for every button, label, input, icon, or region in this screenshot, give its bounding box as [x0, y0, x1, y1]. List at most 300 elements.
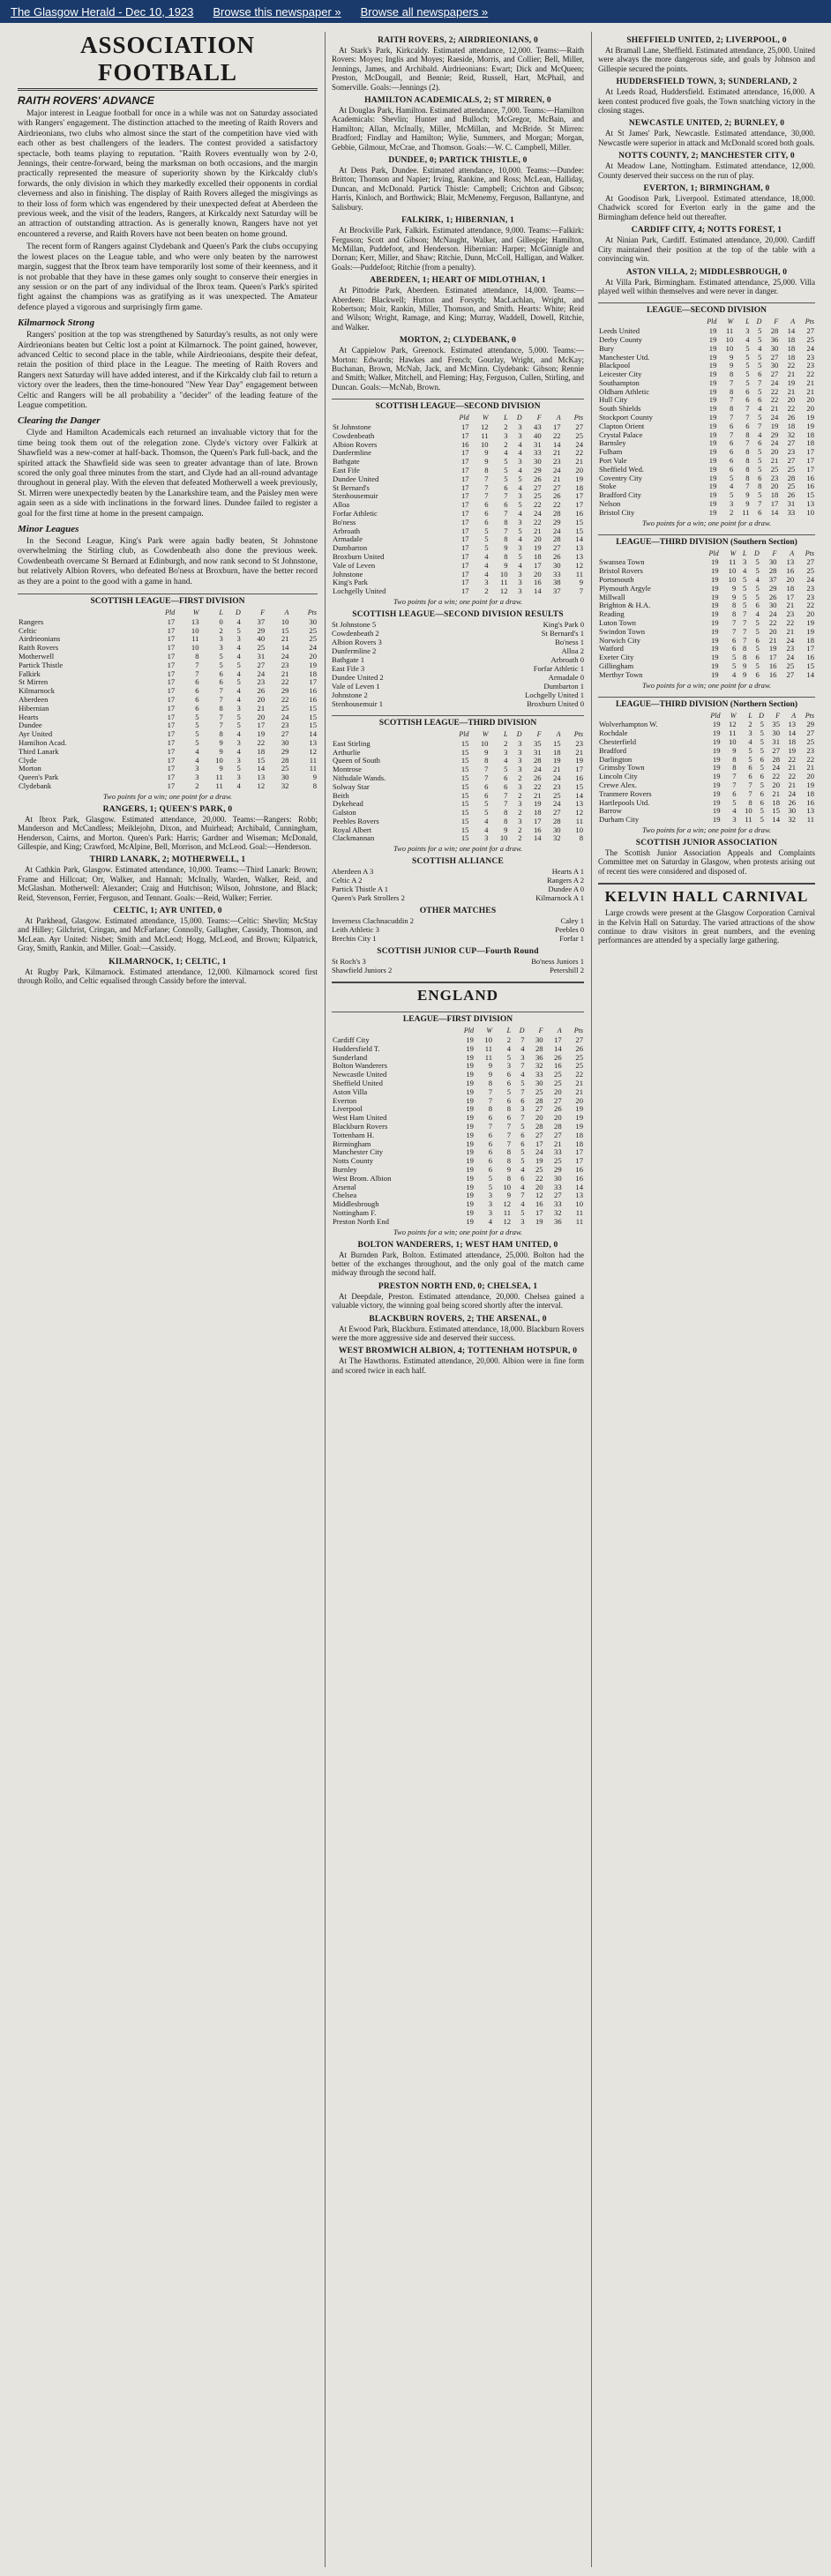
table-cell: Raith Rovers	[19, 643, 59, 653]
table-cell: Oldham Athletic	[599, 386, 650, 396]
table-cell: 5	[758, 386, 762, 396]
table-cell: 10	[728, 566, 737, 576]
table-header-cell: A	[790, 549, 795, 557]
table-cell: 30	[768, 557, 777, 567]
table-cell: 28	[533, 756, 542, 765]
table-cell: 17	[460, 500, 469, 510]
table-cell: 17	[167, 712, 176, 721]
table-cell: 10	[484, 1035, 493, 1045]
fixture-team: Broxburn United 0	[527, 698, 584, 708]
table-cell: 24	[770, 377, 779, 387]
table-cell: 7	[745, 404, 750, 414]
table-cell: 9	[742, 669, 747, 679]
table-cell: Birmingham	[333, 1139, 371, 1148]
table-cell: 5	[758, 334, 762, 344]
table-cell: 10	[728, 736, 737, 746]
table-cell: 19	[768, 644, 777, 653]
fixture-row	[332, 934, 584, 943]
fixtures-heading: SCOTTISH JUNIOR CUP—Fourth Round	[377, 947, 539, 957]
table-cell: 8	[504, 534, 508, 544]
table-cell: 33	[535, 1070, 543, 1079]
table-row	[598, 388, 815, 397]
table-header-cell: D	[759, 711, 764, 720]
fixtures-list	[332, 620, 584, 708]
table-cell: 26	[787, 413, 796, 422]
table-cell: 6	[729, 447, 734, 457]
match-report: At Ibrox Park, Glasgow. Estimated attendance, 20,000. Teams:—Rangers: Robb; Manderson and McCandless; Meiklejohn, Dixon, and Muirhead; Archibald, Cunningham, Henderson, Cairns, and Morton. Queen's Park: Harris; Gardner and Wiseman; McDonald, Gillespie, and King; Crawford, McAlpine, Bell, Morrison, and McLeod. Goal:—Henderson.	[18, 814, 318, 852]
table-cell: 17	[167, 755, 176, 765]
table-row	[598, 474, 815, 483]
table-cell: 10	[281, 616, 289, 626]
table-caption: Two points for a win; one point for a draw.	[641, 825, 772, 834]
table-cell: Bristol City	[599, 507, 635, 517]
table-cell: 2	[518, 833, 522, 843]
table-cell: 0	[219, 616, 223, 626]
table-cell: 4	[729, 482, 734, 491]
table-cell: 29	[770, 429, 779, 439]
table-cell: 17	[167, 616, 176, 626]
table-cell: 5	[758, 464, 762, 474]
table-cell: 23	[806, 583, 814, 593]
table-cell: 18	[787, 343, 796, 353]
table-cell: 22	[806, 601, 814, 610]
table-cell: 14	[552, 439, 561, 449]
table-cell: 29	[806, 720, 814, 729]
table-cell: 16	[309, 695, 317, 705]
table-cell: 8	[504, 808, 508, 818]
table-cell: St Johnstone	[333, 422, 371, 431]
table-cell: 19	[710, 575, 719, 585]
table-cell: 3	[518, 457, 522, 467]
table-cell: 28	[554, 1122, 562, 1131]
fixture-team: Stenhousemuir 1	[332, 698, 384, 708]
table-cell: 5	[742, 583, 747, 593]
table-cell: 3	[518, 738, 522, 748]
table-cell: 15	[460, 738, 469, 748]
table-cell: 5	[504, 457, 508, 467]
table-cell: 4	[518, 482, 522, 492]
table-cell: 19	[575, 1113, 583, 1123]
match-result-heading: NEWCASTLE UNITED, 2; BURNLEY, 0	[628, 119, 785, 129]
table-cell: 6	[506, 1095, 512, 1105]
table-cell: 6	[755, 669, 760, 679]
table-cell: 5	[760, 736, 764, 746]
column-2	[326, 32, 589, 2567]
table-cell: Bradford	[599, 745, 627, 755]
table-cell: 31	[534, 439, 542, 449]
table-cell: Norwich City	[599, 635, 641, 645]
table-cell: 16	[806, 797, 814, 807]
table-cell: 9	[312, 773, 317, 782]
match-result-heading: CARDIFF CITY, 4; NOTTS FOREST, 1	[631, 226, 782, 235]
table-cell: 19	[708, 490, 717, 500]
table-cell: 4	[520, 1199, 525, 1209]
table-cell: 22	[806, 370, 814, 379]
fixture-team: Inverness Clachnacuddin 2	[332, 916, 415, 926]
table-cell: 4	[758, 404, 762, 414]
table-cell: 4	[236, 781, 241, 790]
table-cell: 33	[534, 448, 542, 458]
table-cell: 6	[484, 517, 489, 526]
table-cell: 5	[484, 543, 489, 553]
table-title: SCOTTISH LEAGUE—THIRD DIVISION	[332, 715, 584, 728]
table-cell: 9	[504, 825, 508, 834]
table-cell: 25	[770, 464, 779, 474]
table-cell: Leeds United	[599, 326, 640, 336]
table-cell: 10	[745, 806, 752, 816]
fixture-team: East Fife 3	[332, 663, 365, 673]
table-cell: 3	[518, 765, 522, 774]
table-cell: 4	[731, 669, 737, 679]
table-cell: 19	[710, 557, 719, 567]
table-cell: 20	[806, 404, 814, 414]
table-cell: 14	[806, 669, 814, 679]
table-cell: 9	[732, 745, 737, 755]
table-cell: Hull City	[599, 395, 628, 405]
fixture-row	[332, 655, 584, 664]
table-cell: 7	[729, 377, 734, 387]
table-cell: 10	[215, 755, 223, 765]
table-cell: 19	[806, 421, 814, 430]
table-cell: 19	[466, 1070, 474, 1079]
table-cell: 17	[575, 1156, 583, 1166]
table-cell: 3	[236, 773, 241, 782]
table-cell: 17	[167, 668, 176, 678]
table-cell: 8	[219, 703, 223, 713]
table-cell: 17	[554, 1035, 562, 1045]
table-cell: 6	[760, 754, 764, 764]
table-cell: 4	[742, 566, 747, 576]
table-header-cell: A	[284, 609, 289, 617]
table-cell: 21	[788, 763, 797, 773]
table-cell: 8	[742, 653, 747, 662]
table-cell: 22	[786, 618, 795, 628]
table-cell: Johnstone	[333, 569, 363, 579]
table-cell: 7	[742, 618, 747, 628]
table-cell: 6	[758, 370, 762, 379]
table-cell: 19	[710, 653, 719, 662]
table-cell: 23	[575, 738, 583, 748]
masthead-link[interactable]: The Glasgow Herald - Dec 10, 1923	[11, 4, 194, 19]
table-cell: 22	[768, 618, 777, 628]
table-cell: Barrow	[599, 806, 622, 816]
table-cell: 2	[504, 439, 508, 449]
table-cell: 9	[742, 661, 747, 670]
table-cell: 17	[806, 456, 814, 466]
table-cell: 5	[518, 551, 522, 561]
table-cell: 22	[552, 500, 561, 510]
table-cell: 5	[518, 474, 522, 483]
table-cell: 19	[534, 543, 542, 553]
match-report: At Villa Park, Birmingham. Estimated attendance, 25,000. Villa played well within themselves and were never in danger.	[598, 277, 815, 295]
table-cell: 19	[466, 1079, 474, 1088]
browse-all-newspapers-link[interactable]: Browse all newspapers »	[360, 4, 489, 19]
table-cell: 27	[554, 1095, 562, 1105]
table-cell: 13	[575, 799, 583, 809]
table-cell: 11	[503, 1208, 512, 1218]
table-cell: 16	[806, 653, 814, 662]
table-cell: 6	[488, 1113, 493, 1123]
table-cell: 10	[728, 575, 737, 585]
table-cell: 21	[768, 635, 777, 645]
table-cell: Nelson	[599, 499, 621, 509]
table-cell: 7	[742, 635, 747, 645]
table-cell: 3	[236, 755, 241, 765]
table-cell: 13	[191, 616, 199, 626]
table-cell: 6	[745, 386, 750, 396]
table-cell: 32	[554, 1208, 562, 1218]
table-cell: 30	[535, 1035, 543, 1045]
article-paragraph: Rangers' position at the top was strengthened by Saturday's results, as not only were Airdrieonians beaten but Celtic lost a point at Kilmarnock. The point gained, however, advanced Celtic to second place in the table, while Airdrieonians, despite their defeat, retain the position of third place in the League. The meeting of Raith Rovers and Rangers next Saturday will have added interest, and if the Kirkcaldy club fail to return a victory over the leaders, then the time-honoured "New Year Day" engagement between Celtic and Rangers will be all probability a "decider" of the leading feature of the League competition.	[18, 330, 318, 410]
table-cell: Brighton & H.A.	[599, 601, 651, 610]
table-cell: 20	[772, 780, 781, 789]
table-cell: 19	[708, 413, 717, 422]
table-header-cell: D	[756, 317, 762, 326]
table-cell: 8	[729, 386, 734, 396]
table-cell: 28	[552, 816, 561, 825]
table-caption: Two points for a win; one point for a draw.	[102, 791, 233, 801]
table-cell: 25	[554, 1156, 562, 1166]
fixture-row	[332, 638, 584, 646]
table-cell: East Stirling	[333, 738, 371, 748]
page-heading: ASSOCIATION FOOTBALL	[18, 32, 318, 91]
table-cell: Third Lanark	[19, 746, 59, 756]
table-cell: 17	[535, 1208, 543, 1218]
table-cell: 8	[729, 370, 734, 379]
table-cell: 17	[167, 643, 176, 653]
fixture-team: St Bernard's 1	[541, 628, 584, 638]
table-cell: 7	[758, 421, 762, 430]
table-cell: 6	[729, 456, 734, 466]
table-cell: 17	[460, 560, 469, 570]
table-row	[332, 449, 584, 458]
table-cell: 21	[281, 634, 289, 644]
table-cell: 8	[758, 482, 762, 491]
table-cell: 6	[760, 772, 764, 781]
table-cell: 20	[257, 695, 266, 705]
table-cell: 15	[460, 816, 469, 825]
match-results	[598, 36, 815, 295]
table-cell: 11	[215, 781, 223, 790]
table-header-cell: A	[557, 1027, 562, 1035]
table-cell: 5	[195, 729, 199, 739]
table-cell: 24	[281, 652, 289, 661]
match-result-heading: RAITH ROVERS, 2; AIRDRIEONIANS, 0	[378, 36, 538, 45]
table-cell: 8	[506, 1156, 512, 1166]
table-cell: Preston North End	[333, 1216, 389, 1226]
browse-newspaper-link[interactable]: Browse this newspaper »	[213, 4, 341, 19]
table-cell: Merthyr Town	[599, 669, 643, 679]
table-cell: 11	[481, 430, 489, 440]
table-cell: 21	[554, 1139, 562, 1148]
fixture-team: Dunfermline 2	[332, 646, 377, 655]
table-cell: 19	[466, 1139, 474, 1148]
table-header-row	[332, 729, 584, 740]
table-cell: 11	[215, 773, 223, 782]
table-cell: 24	[257, 668, 266, 678]
table-cell: 5	[219, 652, 223, 661]
table-cell: 27	[770, 370, 779, 379]
table-cell: 9	[484, 448, 489, 458]
table-cell: 19	[708, 377, 717, 387]
table-cell: 5	[755, 644, 760, 653]
table-header-cell: D	[519, 1027, 525, 1035]
table-cell: 4	[758, 429, 762, 439]
table-cell: 27	[806, 326, 814, 336]
table-cell: 20	[257, 712, 266, 721]
table-row	[598, 637, 815, 646]
table-cell: 14	[788, 728, 797, 738]
table-cell: Ayr United	[19, 729, 53, 739]
table-cell: 15	[806, 661, 814, 670]
table-cell: 27	[535, 1130, 543, 1139]
table-cell: 33	[552, 569, 561, 579]
table-cell: 7	[742, 609, 747, 619]
table-cell: 19	[708, 447, 717, 457]
table-cell: 30	[770, 343, 779, 353]
table-cell: Galston	[333, 808, 356, 818]
table-cell: 8	[484, 756, 489, 765]
match-result-heading: BLACKBURN ROVERS, 2; THE ARSENAL, 0	[369, 1314, 547, 1324]
table-row	[332, 1097, 584, 1106]
table-cell: 19	[466, 1199, 474, 1209]
table-cell: 38	[552, 578, 561, 587]
table-header-cell	[332, 729, 445, 740]
table-cell: 6	[506, 1079, 512, 1088]
fixture-team: Petershill 2	[550, 966, 584, 975]
table-cell: 30	[772, 728, 781, 738]
table-cell: 15	[460, 808, 469, 818]
table-cell: Grimsby Town	[599, 763, 645, 773]
table-cell: 6	[729, 438, 734, 448]
table-cell: 7	[484, 482, 489, 492]
table-cell: 12	[575, 560, 583, 570]
table-header-cell: Pts	[805, 317, 814, 326]
table-cell: 12	[499, 586, 508, 596]
table-cell: 22	[281, 695, 289, 705]
table-cell: 18	[534, 551, 542, 561]
table-cell: 19	[466, 1043, 474, 1053]
table-cell: 6	[484, 508, 489, 518]
table-cell: 19	[710, 635, 719, 645]
table-cell: 20	[575, 1095, 583, 1105]
table-cell: 7	[484, 773, 489, 782]
match-result-heading: FALKIRK, 1; HIBERNIAN, 1	[401, 216, 514, 226]
table-cell: Swindon Town	[599, 626, 646, 636]
table-header-cell: Pld	[165, 609, 176, 617]
fixture-team: Kilmarnock A 1	[535, 893, 584, 903]
table-cell: 3	[518, 747, 522, 757]
browser-topbar	[0, 0, 831, 23]
table-cell: 5	[195, 738, 199, 748]
table-cell: Vale of Leven	[333, 560, 376, 570]
table-cell: 21	[806, 763, 814, 773]
fixture-row	[332, 646, 584, 655]
table-cell: 17	[167, 634, 176, 644]
table-cell: 5	[742, 575, 747, 585]
table-cell: 18	[787, 352, 796, 362]
table-cell: 19	[710, 592, 719, 601]
table-cell: 19	[712, 763, 721, 773]
fixtures-heading: OTHER MATCHES	[419, 907, 497, 916]
table-cell: 3	[484, 833, 489, 843]
table-cell: 13	[575, 551, 583, 561]
table-cell: 4	[484, 825, 489, 834]
table-cell: 15	[460, 781, 469, 791]
table-header-cell: W	[730, 711, 737, 720]
table-title: LEAGUE—THIRD DIVISION (Southern Section)	[598, 534, 815, 547]
table-cell: Falkirk	[19, 668, 41, 678]
table-cell: 10	[480, 738, 489, 748]
article-heading: SCOTTISH JUNIOR ASSOCIATION	[635, 838, 778, 847]
table-cell: 7	[484, 474, 489, 483]
table-cell: 19	[708, 343, 717, 353]
table-cell: 25	[575, 430, 583, 440]
table-cell: 8	[504, 816, 508, 825]
table-cell: 5	[760, 815, 764, 825]
table-cell: 8	[731, 609, 737, 619]
table-caption: Two points for a win; one point for a draw.	[641, 518, 772, 527]
table-cell: 17	[167, 764, 176, 773]
table-caption: Two points for a win; one point for a draw.	[393, 1227, 523, 1236]
table-cell: 4	[520, 1043, 525, 1053]
table-cell: 7	[748, 780, 752, 789]
table-cell: 11	[484, 1043, 493, 1053]
table-cell: Kilmarnock	[19, 686, 56, 696]
table-cell: 20	[786, 575, 795, 585]
table-cell: 15	[281, 625, 289, 635]
table-cell: 5	[520, 1156, 525, 1166]
table-cell: 4	[518, 448, 522, 458]
table-cell: 7	[195, 668, 199, 678]
table-cell: 18	[806, 429, 814, 439]
table-cell: Everton	[333, 1095, 357, 1105]
table-cell: 6	[488, 1147, 493, 1157]
table-cell: Partick Thistle	[19, 660, 64, 669]
table-cell: 17	[768, 653, 777, 662]
table-cell: 4	[732, 806, 737, 816]
table-cell: 5	[758, 413, 762, 422]
fixture-row	[332, 673, 584, 682]
match-result-heading: HAMILTON ACADEMICALS, 2; ST MIRREN, 0	[364, 96, 551, 106]
table-cell: 16	[534, 578, 542, 587]
table-cell: 19	[708, 438, 717, 448]
table-cell: 14	[770, 507, 779, 517]
table-header-cell: W	[727, 317, 734, 326]
table-row	[598, 491, 815, 500]
table-cell: 12	[257, 781, 266, 790]
table-cell: 7	[579, 586, 583, 596]
table-cell: Liverpool	[333, 1104, 363, 1114]
table-cell: 19	[466, 1086, 474, 1096]
fixture-team: Forfar Athletic 1	[533, 663, 584, 673]
table-cell: 29	[534, 465, 542, 474]
table-cell: 5	[745, 343, 750, 353]
league-table	[18, 594, 318, 801]
table-cell: Plymouth Argyle	[599, 583, 651, 593]
table-title: LEAGUE—SECOND DIVISION	[598, 302, 815, 315]
table-row	[598, 585, 815, 594]
table-row	[332, 458, 584, 467]
table-cell: 5	[729, 490, 734, 500]
table-cell: 3	[518, 781, 522, 791]
table-cell: Airdrieonians	[19, 634, 61, 644]
table-header-cell: Pts	[573, 414, 583, 422]
fixture-row	[332, 885, 584, 893]
table-header-cell: F	[536, 414, 542, 422]
table-cell: Portsmouth	[599, 575, 634, 585]
article-subheading: Minor Leagues	[18, 524, 79, 535]
